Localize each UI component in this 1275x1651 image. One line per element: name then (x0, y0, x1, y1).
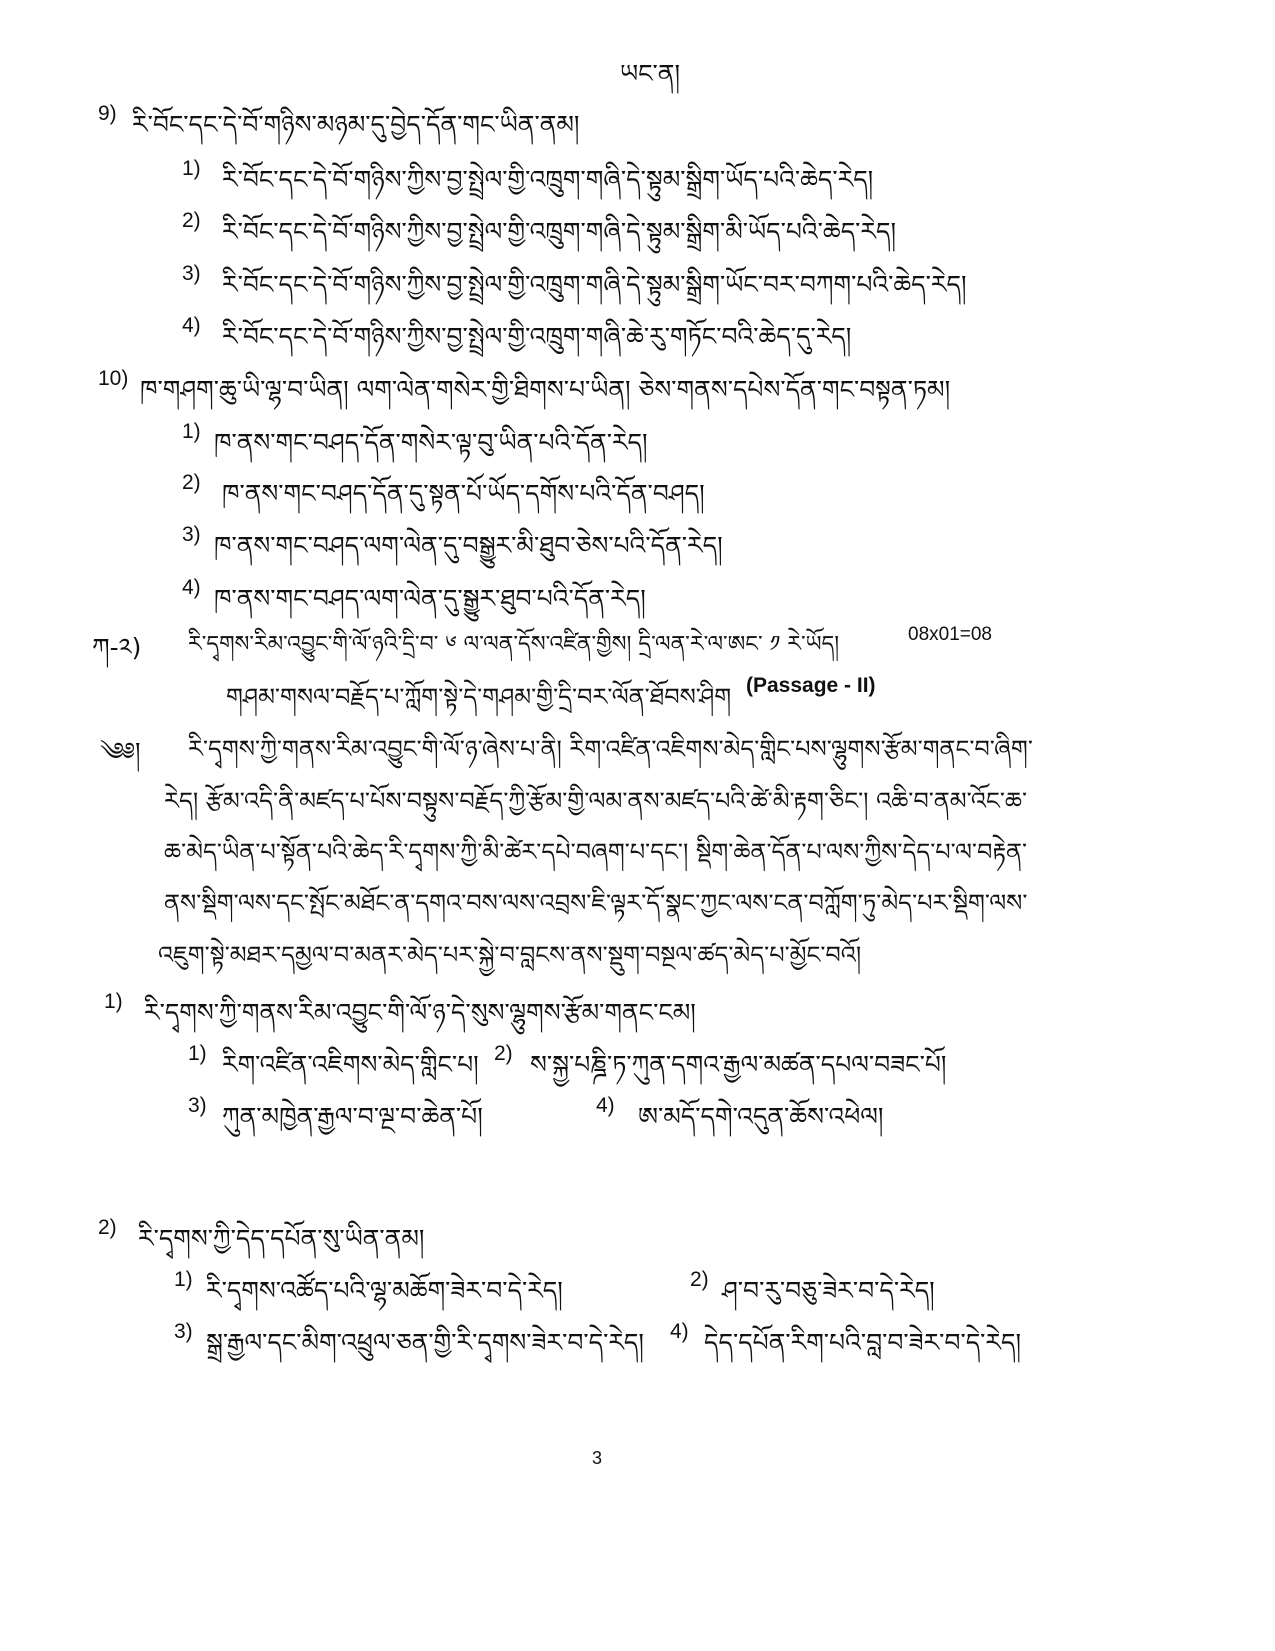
question-10-text: ཁ་གཤག་ཆུ་ཡི་ལྷ་བ་ཡིན། ལག་ལེན་གསེར་གྱི་ཐིགས་པ་ཡིན། ཅེས་གནས་དཔེས་དོན་གང་བསྟན་ཏམ། (140, 375, 951, 404)
p1-option-2-number: 2) (494, 1042, 513, 1065)
passage-line-2: རེད། རྩོམ་འདི་ནི་མཛད་པ་པོས་བསྟུས་བརྗོད་ཀྱི་རྩོམ་གྱི་ལམ་ནས་མཛད་པའི་ཚེ་མི་རྟག་ཅིང་། འཆི་བ་ནམ་འོང་ཆ་ (164, 787, 1028, 815)
q9-option-3-number: 3) (182, 262, 201, 285)
page-header-label: ཡང་ན། (620, 59, 681, 88)
page-number: 3 (592, 1448, 603, 1468)
section-marks: 08x01=08 (908, 624, 992, 645)
p1-option-4-text: ཨ་མདོ་དགེ་འདུན་ཆོས་འཕེལ། (638, 1102, 884, 1131)
passage-line-3: ཆ་མེད་ཡིན་པ་སྟོན་པའི་ཆེད་རི་དྭགས་ཀྱི་མི་ཚེར་དཔེ་བཞག་པ་དང་། སྡིག་ཆེན་དོན་པ་ལས་ཀྱིས་དེད་པ་ལ་བརྟེན་ (164, 838, 1028, 866)
passage-question-1-number: 1) (104, 990, 123, 1013)
passage-line-1: རི་དྭགས་ཀྱི་གནས་རིམ་འབྱུང་གི་ལོ་ཉ་ཞེས་པ་ནི། རིག་འཛིན་འཇིགས་མེད་གླིང་པས་ལྷུགས་རྩོམ་གནང་བ་ཞིག་ (188, 735, 1033, 763)
section-subtitle: གཤམ་གསལ་བརྗོད་པ་ཀློག་སྟེ་དེ་གཤམ་གྱི་དྲི་བར་ལོན་ཐོབས་ཤིག (226, 683, 732, 711)
passage-marker: ༄༅། (100, 737, 141, 766)
section-instruction: རི་དྭགས་རིམ་འབྱུང་གི་ལོ་ཉའི་དྲི་བ་ ༦ ལ་ལན་དོས་འཛིན་གྱིས། དྲི་ལན་རེ་ལ་ཨང་ ༡ རེ་ཡོད། (188, 632, 840, 657)
passage-question-2-text: རི་དྭགས་ཀྱི་དེད་དཔོན་སུ་ཡིན་ནམ། (138, 1224, 425, 1253)
q9-option-2-text: རི་བོང་དང་དེ་བོ་གཉིས་ཀྱིས་བྱ་སྤྲེལ་གྱི་འཁྲུག་གཞི་དེ་སྟུམ་སྒྲིག་མི་ཡོད་པའི་ཆེད་རེད། (222, 217, 897, 246)
q9-option-4-text: རི་བོང་དང་དེ་བོ་གཉིས་ཀྱིས་བྱ་སྤྲེལ་གྱི་འཁྲུག་གཞི་ཆེ་རུ་གཏོང་བའི་ཆེད་དུ་རེད། (222, 322, 852, 351)
p2-option-3-number: 3) (174, 1320, 193, 1343)
q10-option-4-text: ཁ་ནས་གང་བཤད་ལག་ལེན་དུ་སྒྱུར་ཐུབ་པའི་དོན་རེད། (214, 584, 646, 613)
p1-option-3-text: ཀུན་མཁྱེན་རྒྱལ་བ་ལྔ་བ་ཆེན་པོ། (222, 1102, 483, 1131)
q9-option-4-number: 4) (182, 314, 201, 337)
q10-option-1-text: ཁ་ནས་གང་བཤད་དོན་གསེར་ལྟ་བུ་ཡིན་པའི་དོན་རེད། (214, 428, 648, 457)
q9-option-3-text: རི་བོང་དང་དེ་བོ་གཉིས་ཀྱིས་བྱ་སྤྲེལ་གྱི་འཁྲུག་གཞི་དེ་སྟུམ་སྒྲིག་ཡོང་བར་བཀག་པའི་ཆེད་རེད། (222, 270, 967, 299)
p2-option-4-number: 4) (670, 1320, 689, 1343)
p2-option-3-text: སྒྲ་རྒྱལ་དང་མིག་འཕྲུལ་ཅན་གྱི་རི་དྭགས་ཟེར་བ་དེ་རེད། (206, 1328, 644, 1357)
question-10-number: 10) (98, 367, 129, 390)
q10-option-1-number: 1) (182, 420, 201, 443)
q10-option-2-text: ཁ་ནས་གང་བཤད་དོན་དུ་སྟན་པོ་ཡོད་དགོས་པའི་དོན་བཤད། (222, 479, 705, 508)
p1-option-4-number: 4) (596, 1094, 615, 1117)
q10-option-3-number: 3) (182, 523, 201, 546)
p2-option-2-number: 2) (690, 1268, 709, 1291)
p2-option-1-number: 1) (174, 1268, 193, 1291)
question-9-number: 9) (98, 102, 117, 125)
passage-question-2-number: 2) (98, 1216, 117, 1239)
q9-option-1-text: རི་བོང་དང་དེ་བོ་གཉིས་ཀྱིས་བྱ་སྤྲེལ་གྱི་འཁྲུག་གཞི་དེ་སྟུམ་སྒྲིག་ཡོད་པའི་ཆེད་རེད། (222, 165, 874, 194)
q9-option-2-number: 2) (182, 209, 201, 232)
p1-option-1-number: 1) (188, 1042, 207, 1065)
p2-option-4-text: དེད་དཔོན་རིག་པའི་བླ་བ་ཟེར་བ་དེ་རེད། (704, 1328, 1022, 1357)
q10-option-2-number: 2) (182, 471, 201, 494)
p1-option-1-text: རིག་འཛིན་འཇིགས་མེད་གླིང་པ། (222, 1050, 479, 1079)
passage-tag: (Passage - II) (746, 674, 876, 697)
p2-option-2-text: ཤ་བ་རུ་བཅུ་ཟེར་བ་དེ་རེད། (722, 1276, 935, 1305)
q10-option-4-number: 4) (182, 576, 201, 599)
question-9-text: རི་བོང་དང་དེ་བོ་གཉིས་མཉམ་དུ་བྱེད་དོན་གང་ཡིན་ནམ། (132, 110, 580, 139)
p1-option-2-text: ས་སྐྱ་པཎྜི་ཏ་ཀུན་དགའ་རྒྱལ་མཚན་དཔལ་བཟང་པོ། (530, 1050, 947, 1079)
passage-question-1-text: རི་དྭགས་ཀྱི་གནས་རིམ་འབྱུང་གི་ལོ་ཉ་དེ་སུས་ལྷུགས་རྩོམ་གནང་ངམ། (144, 998, 696, 1027)
p1-option-3-number: 3) (188, 1094, 207, 1117)
q10-option-3-text: ཁ་ནས་གང་བཤད་ལག་ལེན་དུ་བསྒྱུར་མི་ཐུབ་ཅེས་པའི་དོན་རེད། (214, 531, 723, 560)
passage-line-5: འཇུག་སྟེ་མཐར་དམྱལ་བ་མནར་མེད་པར་སྐྱེ་བ་བླངས་ནས་སྡུག་བསྔལ་ཚད་མེད་པ་མྱོང་བའོ། (158, 941, 862, 969)
passage-line-4: ནས་སྡིག་ལས་དང་སྤོང་མཐོང་ན་དགའ་བས་ལས་འབྲས་ཇི་ལྟར་དོ་སྣང་ཀྱང་ལས་ངན་བཀློག་ཏུ་མེད་པར་སྡིག་ལས་ (164, 889, 1028, 917)
q9-option-1-number: 1) (182, 157, 201, 180)
section-label: ཀ-༢) (92, 633, 142, 662)
p2-option-1-text: རི་དྭགས་འཚོད་པའི་ལྷ་མཆོག་ཟེར་བ་དེ་རེད། (206, 1276, 563, 1305)
